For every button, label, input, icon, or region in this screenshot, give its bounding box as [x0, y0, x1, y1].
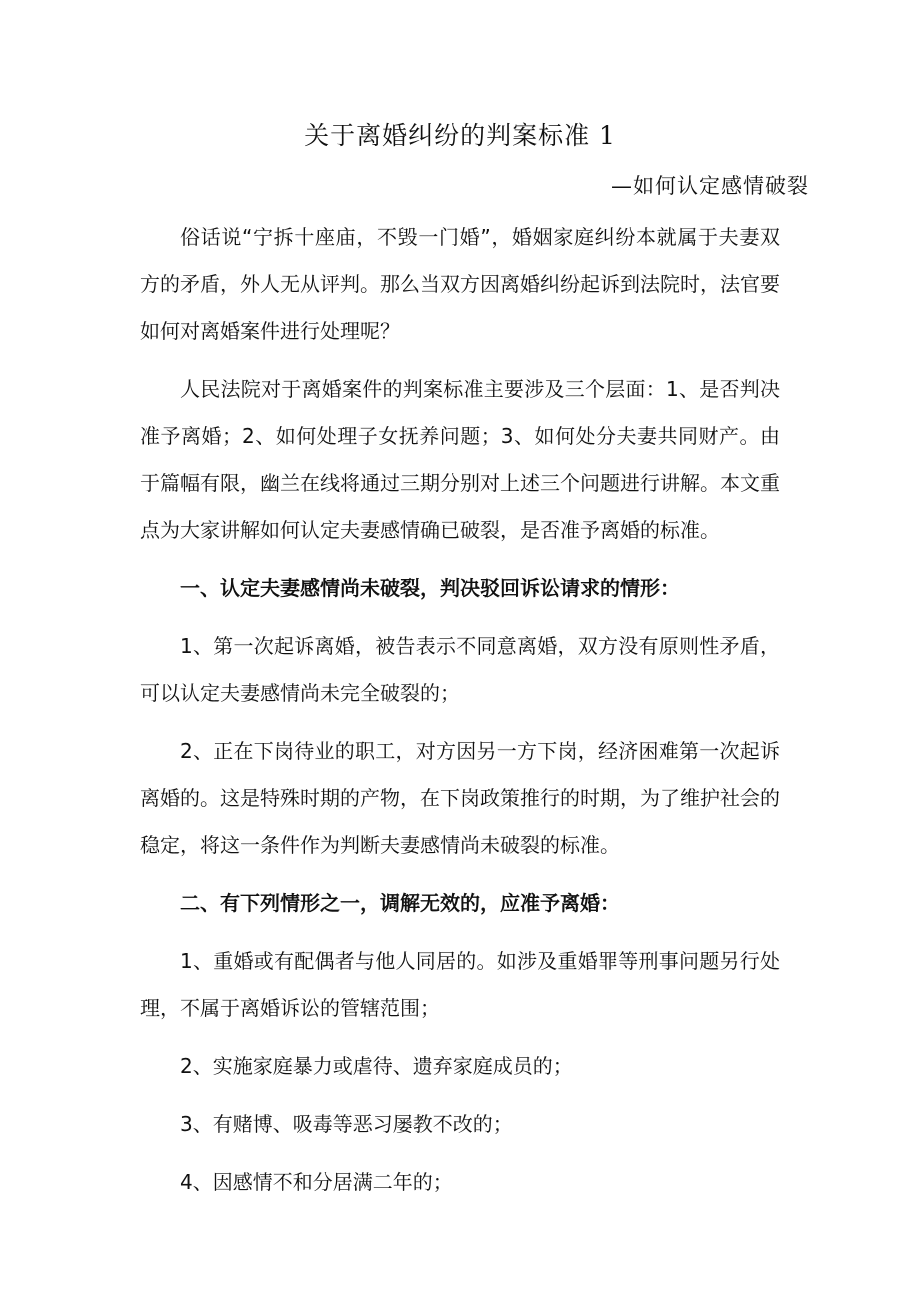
section-heading-1: 一、认定夫妻感情尚未破裂，判决驳回诉讼请求的情形： [180, 576, 680, 600]
list-item-2-2: 2、实施家庭暴力或虐待、遗弃家庭成员的； [180, 1054, 573, 1078]
list-item-1-1: 1、第一次起诉离婚，被告表示不同意离婚，双方没有原则性矛盾，可以认定夫妻感情尚未完全破裂的； [140, 634, 780, 705]
list-item-1-2: 2、正在下岗待业的职工，对方因另一方下岗，经济困难第一次起诉离婚的。这是特殊时期的产物，在下岗政策推行的时期，为了维护社会的稳定，将这一条件作为判断夫妻感情尚未破裂的标准。 [140, 739, 780, 857]
paragraph-intro: 俗话说“宁拆十座庙，不毁一门婚”，婚姻家庭纠纷本就属于夫妻双方的矛盾，外人无从评判。那么当双方因离婚纠纷起诉到法院时，法官要如何对离婚案件进行处理呢？ [140, 225, 780, 343]
document-title: 关于离婚纠纷的判案标准 1 [304, 121, 616, 150]
section-heading-2: 二、有下列情形之一，调解无效的，应准予离婚： [180, 891, 620, 915]
document-body [140, 214, 780, 1217]
list-item-2-4: 4、因感情不和分居满二年的； [180, 1170, 453, 1194]
list-item-2-3: 3、有赌博、吸毒等恶习屡教不改的； [180, 1112, 513, 1136]
paragraph-standards: 人民法院对于离婚案件的判案标准主要涉及三个层面：1、是否判决准予离婚；2、如何处理子女抚养问题；3、如何处分夫妻共同财产。由于篇幅有限，幽兰在线将通过三期分别对上述三个问题进行讲解。本文重点为大家讲解如何认定夫妻感情确已破裂，是否准予离婚的标准。 [140, 377, 780, 542]
document-subtitle: —如何认定感情破裂 [611, 174, 809, 198]
list-item-2-1: 1、重婚或有配偶者与他人同居的。如涉及重婚罪等刑事问题另行处理，不属于离婚诉讼的管辖范围； [140, 949, 780, 1020]
